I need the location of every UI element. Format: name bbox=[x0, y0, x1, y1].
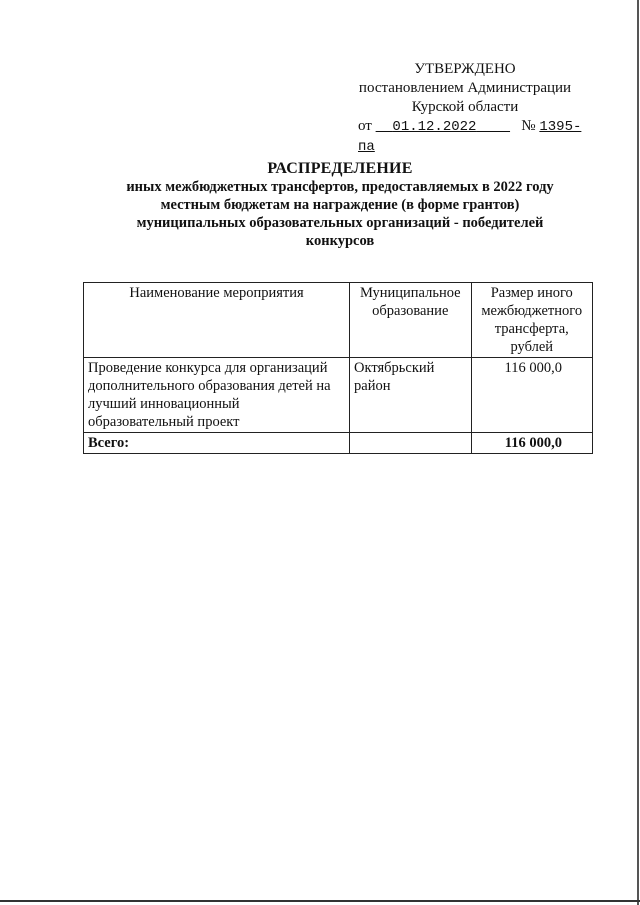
table-row bbox=[84, 358, 593, 433]
approval-line-1: постановлением Администрации bbox=[358, 80, 572, 96]
cell-event: Проведение конкурса для организаций дополнительного образования детей на лучший инновационный образовательный проект bbox=[84, 358, 350, 433]
scan-edge-bottom bbox=[0, 900, 640, 902]
header-amount: Размер иного межбюджетного трансферта, рублей bbox=[471, 283, 593, 358]
approval-line-2: Курской области bbox=[411, 99, 519, 115]
approval-block bbox=[340, 60, 590, 157]
total-row bbox=[84, 433, 593, 454]
document-title bbox=[80, 160, 600, 250]
title-line-1: иных межбюджетных трансфертов, предоставляемых в 2022 году bbox=[126, 179, 554, 195]
number-label: № bbox=[521, 118, 536, 134]
total-amount: 116 000,0 bbox=[471, 433, 593, 454]
title-line-3: муниципальных образовательных организаций - победителей bbox=[136, 215, 544, 231]
approval-date-line bbox=[340, 117, 590, 157]
distribution-table bbox=[83, 282, 593, 454]
approval-number: 1395-па bbox=[358, 119, 582, 155]
from-label: от bbox=[358, 118, 372, 134]
title-heading: РАСПРЕДЕЛЕНИЕ bbox=[267, 160, 413, 177]
title-line-2: местным бюджетам на награждение (в форме грантов) bbox=[160, 197, 520, 213]
approval-date: 01.12.2022 bbox=[392, 119, 477, 135]
scan-edge-right bbox=[637, 0, 639, 905]
table-header-row bbox=[84, 283, 593, 358]
title-line-4: конкурсов bbox=[305, 233, 375, 249]
cell-amount: 116 000,0 bbox=[471, 358, 593, 433]
header-event: Наименование мероприятия bbox=[84, 283, 350, 358]
header-municipality: Муниципальное образование bbox=[350, 283, 471, 358]
approval-stamp: УТВЕРЖДЕНО bbox=[414, 61, 516, 77]
cell-municipality: Октябрьский район bbox=[350, 358, 471, 433]
total-label: Всего: bbox=[84, 433, 350, 454]
total-municipality bbox=[350, 433, 471, 454]
